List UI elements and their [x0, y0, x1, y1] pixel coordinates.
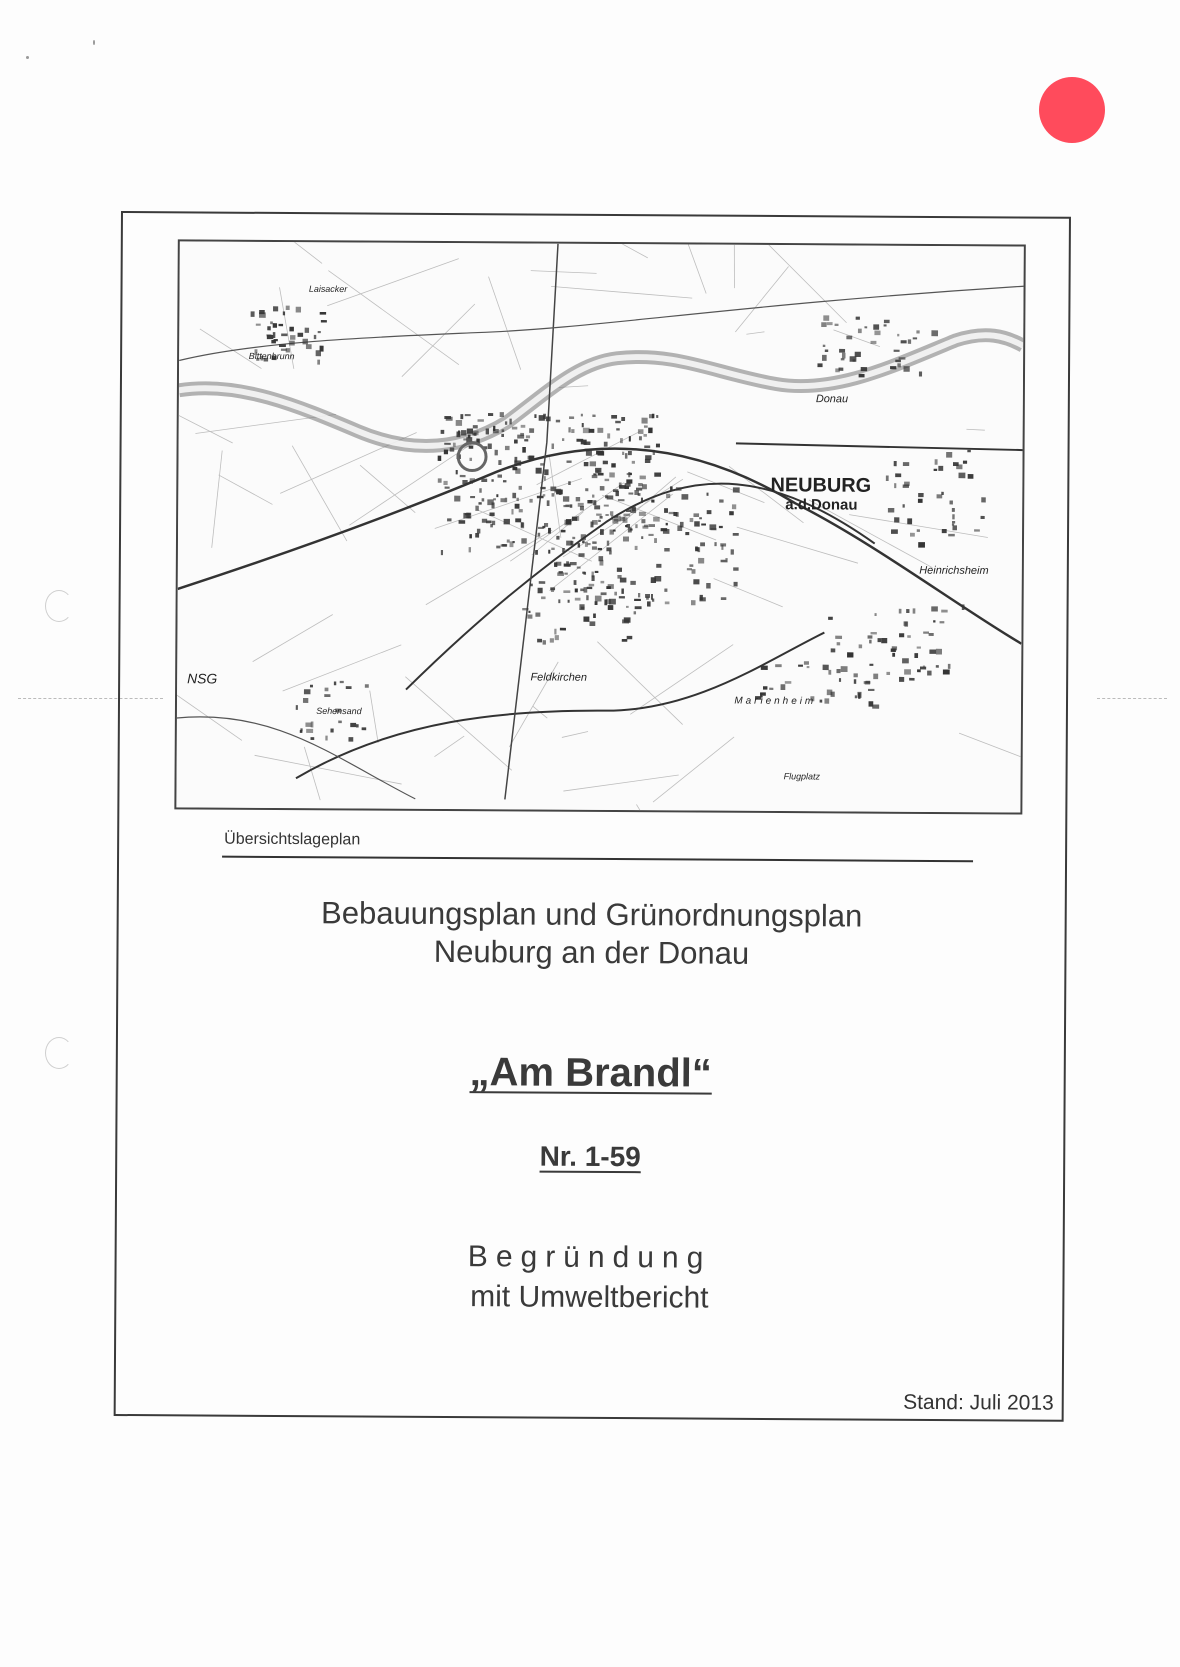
caption-rule [222, 856, 973, 863]
red-dot-marker [1039, 77, 1105, 143]
map-label-donau-town: a.d.Donau [785, 497, 858, 514]
map-label-sehensand: Sehensand [316, 705, 362, 717]
plan-name: „Am Brandl“ [469, 1050, 713, 1096]
plan-title [118, 893, 1064, 975]
scan-speck [93, 40, 95, 45]
plan-number: Nr. 1-59 [539, 1140, 641, 1173]
status-date: Stand: Juli 2013 [903, 1390, 1054, 1415]
plan-title-line2: Neuburg an der Donau [433, 933, 750, 971]
map-label-bittenbrunn: Bittenbrunn [248, 350, 295, 362]
map-label-feldkirchen: Feldkirchen [530, 671, 588, 684]
scan-speck [26, 56, 29, 59]
doc-type-line2: mit Umweltbericht [470, 1280, 709, 1315]
map-label-neuburg: NEUBURG [770, 474, 872, 497]
overview-map [174, 239, 1025, 814]
plan-title-line1: Bebauungsplan und Grünordnungsplan [321, 895, 863, 934]
doc-type-line1: Begründung [467, 1240, 712, 1275]
map-label-marienheim: Marienheim [734, 695, 817, 708]
map-caption: Übersichtslageplan [224, 830, 361, 849]
fold-mark-right [1097, 698, 1167, 699]
map-label-flugplatz: Flugplatz [783, 771, 821, 782]
map-label-donau: Donau [815, 393, 849, 406]
map-label-nsg: NSG [187, 670, 218, 687]
map-label-heinrichsheim: Heinrichsheim [919, 564, 989, 577]
punch-hole [45, 1037, 73, 1069]
map-drawing [176, 241, 1023, 812]
map-label-laisacker: Laisacker [308, 283, 348, 295]
punch-hole [45, 590, 73, 622]
cover-frame [114, 211, 1071, 1422]
